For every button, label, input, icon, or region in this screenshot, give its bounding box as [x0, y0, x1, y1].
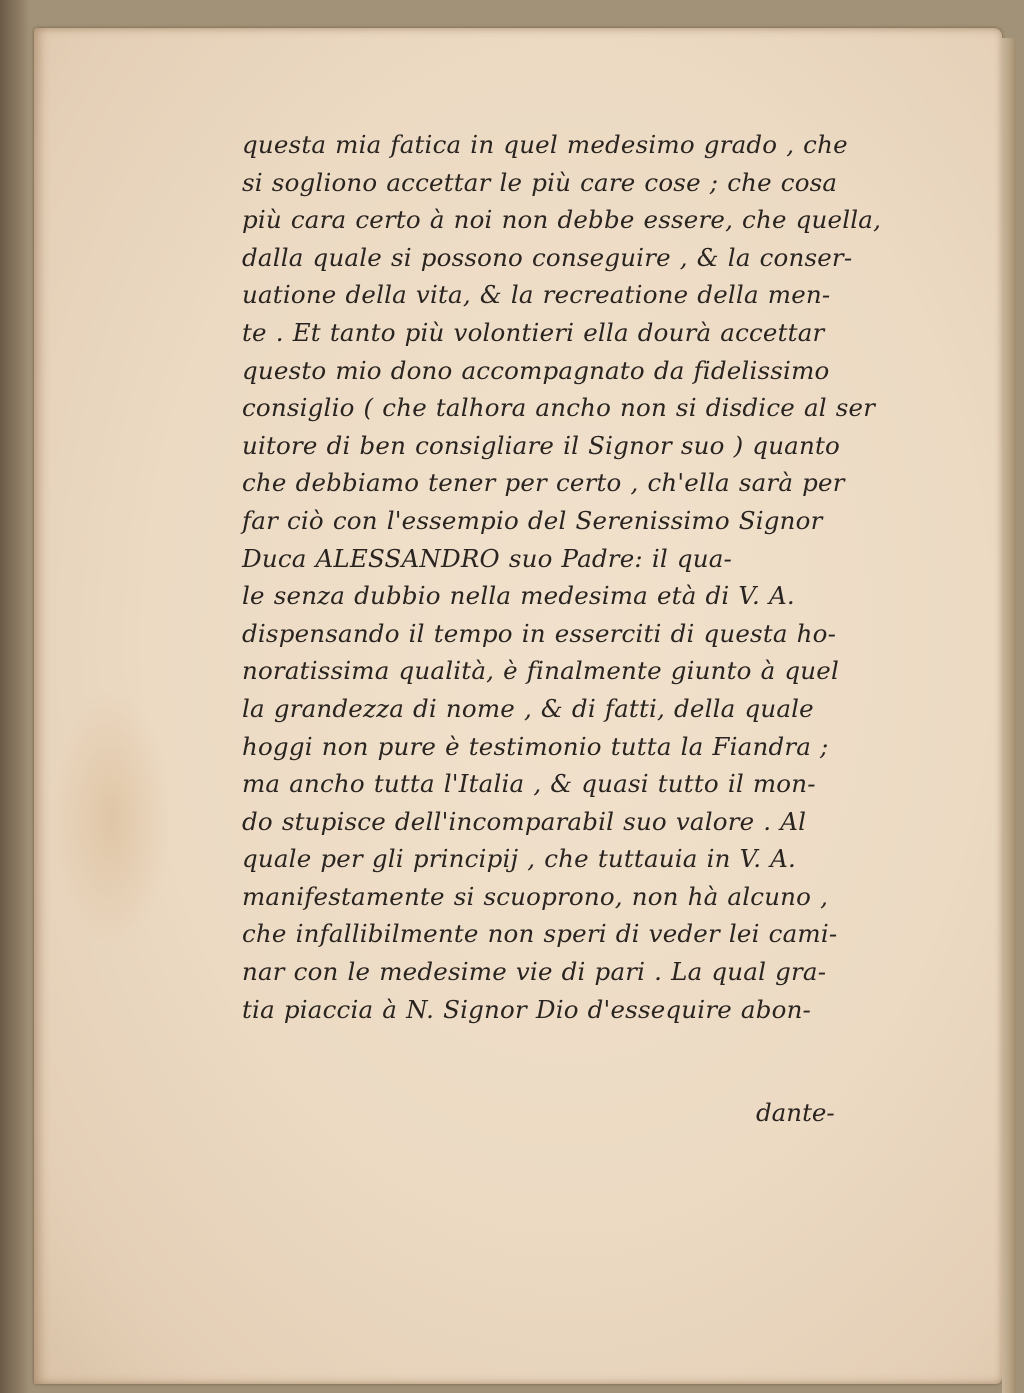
- text-line: noratissima qualità, è finalmente giunto à quel: [242, 656, 840, 686]
- text-line: quale per gli principij , che tuttauia in V. A.: [242, 844, 797, 874]
- text-line: hoggi non pure è testimonio tutta la Fiandra ;: [242, 731, 829, 761]
- page-edge: [1002, 38, 1016, 1393]
- text-line: dalla quale si possono conseguire , & la conser-: [242, 242, 853, 272]
- text-line: più cara certo à noi non debbe essere, che quella,: [242, 205, 882, 235]
- text-line: consiglio ( che talhora ancho non si disdice al ser: [242, 393, 876, 423]
- text-line: tia piaccia à N. Signor Dio d'essequire abon-: [242, 994, 812, 1024]
- book-page: [34, 28, 1002, 1384]
- text-line: uitore di ben consigliare il Signor suo ) quanto: [242, 430, 840, 460]
- text-line: che debbiamo tener per certo , ch'ella sarà per: [242, 468, 845, 498]
- text-line: la grandezza di nome , & di fatti, della quale: [242, 693, 814, 723]
- text-line: le senza dubbio nella medesima età di V. A.: [242, 581, 795, 611]
- text-line: do stupisce dell'incomparabil suo valore . Al: [242, 806, 807, 836]
- text-line: questa mia fatica in quel medesimo grado , che: [242, 130, 848, 159]
- text-line: ma ancho tutta l'Italia , & quasi tutto il mon-: [242, 769, 816, 799]
- text-line: questo mio dono accompagnato da fidelissimo: [242, 355, 830, 385]
- paper-stain: [52, 688, 172, 948]
- text-line: si sogliono accettar le più care cose ; che cosa: [242, 167, 838, 197]
- text-line: dispensando il tempo in esserciti di questa ho-: [242, 618, 837, 648]
- text-line: nar con le medesime vie di pari . La qual gra-: [242, 957, 827, 987]
- catchword: dante-: [756, 1098, 835, 1127]
- text-line: che infallibilmente non speri di veder lei cami-: [242, 919, 838, 949]
- text-line: te . Et tanto più volontieri ella dourà accettar: [242, 317, 825, 347]
- text-line: manifestamente si scuoprono, non hà alcuno ,: [242, 881, 829, 911]
- text-line: uatione della vita, & la recreatione della men-: [242, 280, 831, 310]
- text-line: Duca ALESSANDRO suo Padre: il qua-: [242, 543, 733, 573]
- text-line: far ciò con l'essempio del Serenissimo Signor: [242, 505, 823, 535]
- body-text: [242, 126, 892, 1028]
